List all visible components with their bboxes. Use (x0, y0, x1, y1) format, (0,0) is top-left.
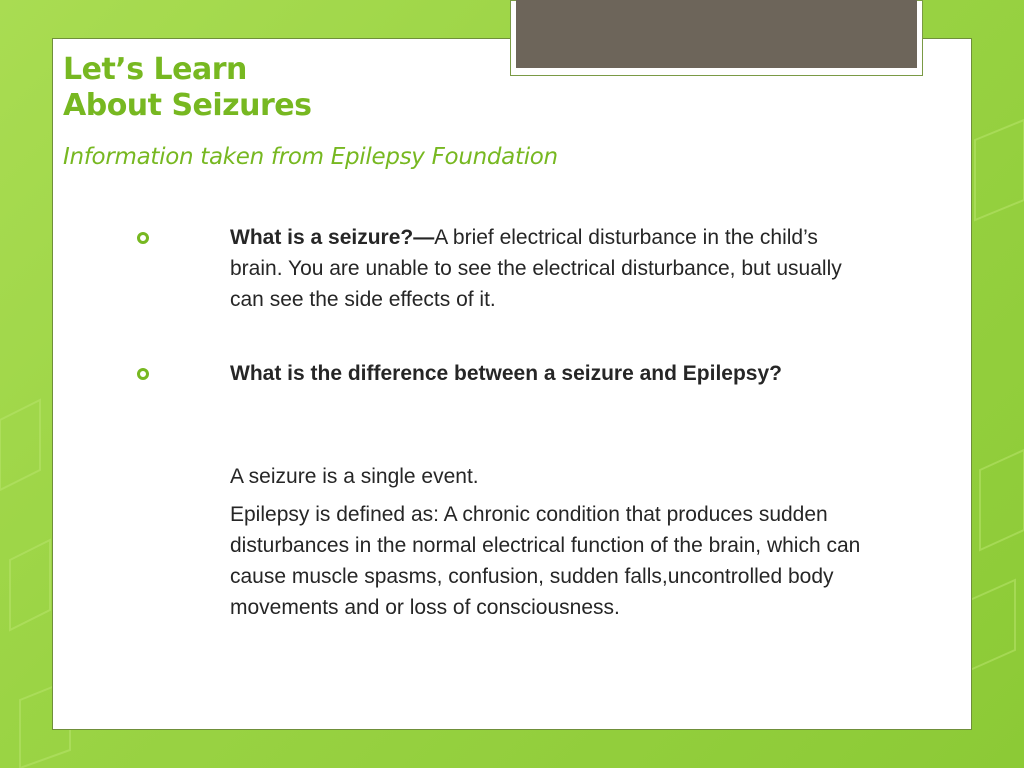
bullet-item-seizure (230, 222, 870, 315)
bullet-text: A brief electrical disturbance in the child’s brain. You are unable to see the electrical disturbance, but usually can see the side effects of it. (230, 226, 842, 311)
body-text-seizure: A seizure is a single event. (230, 465, 479, 488)
body-text-epilepsy: Epilepsy is defined as: A chronic condition that produces sudden disturbances in the normal electrical function of the brain, which can cause muscle spasms, confusion, sudden falls,uncontrolled body movements and or loss of consciousness. (230, 503, 861, 619)
slide-subtitle: Information taken from Epilepsy Foundation (63, 144, 558, 170)
slide-title (63, 52, 663, 124)
bullet-item-difference (230, 358, 870, 389)
bullet-icon (137, 232, 149, 244)
title-line-1: Let’s Learn (63, 52, 247, 87)
bullet-lead: What is a seizure?— (230, 226, 435, 249)
bullet-lead: What is the difference between a seizure and Epilepsy? (230, 362, 782, 385)
bullet-icon (137, 368, 149, 380)
title-line-2: About Seizures (63, 88, 312, 123)
